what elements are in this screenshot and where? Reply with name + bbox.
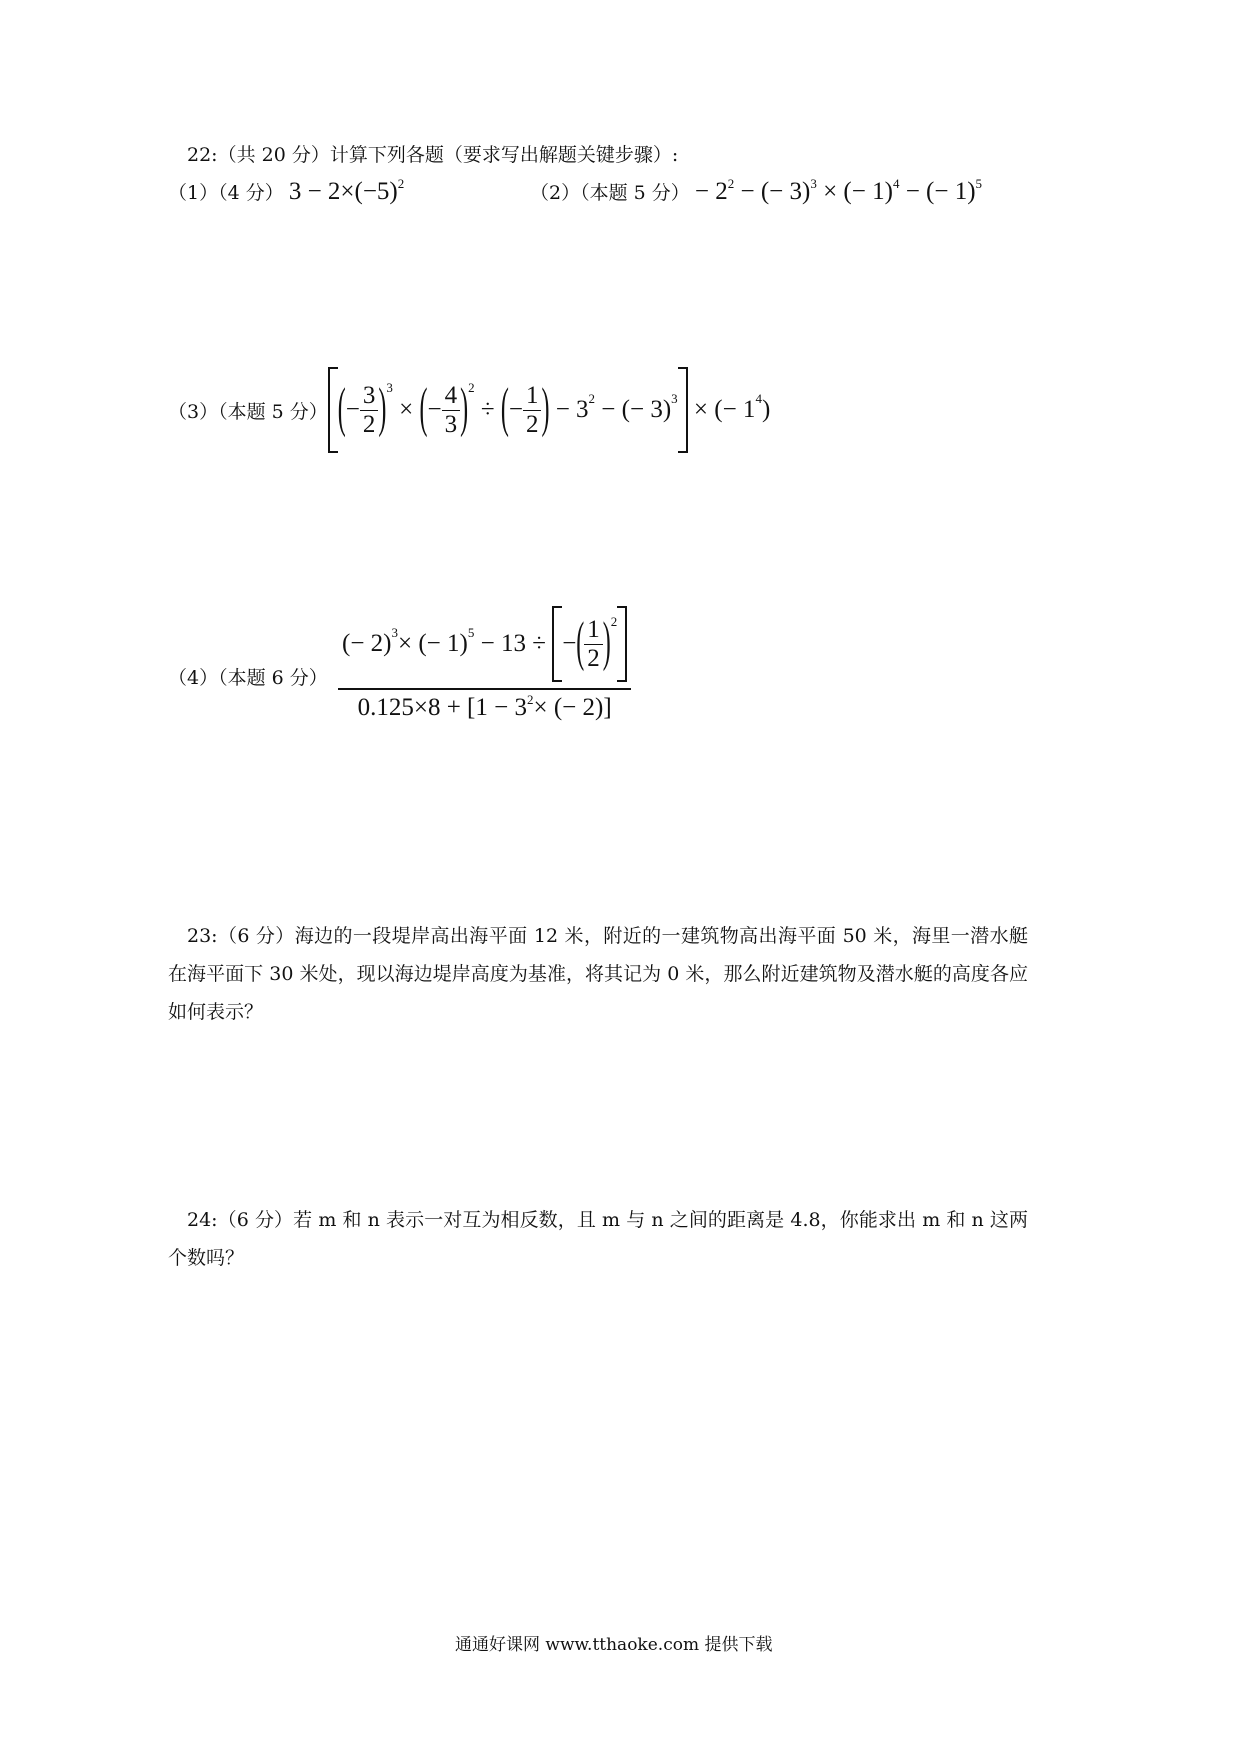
q22-part3-expr: ( − $\frac{3}{2}$ ) $^3$ × ( − $\frac{4}{3}$ ) $^2$ ÷ ( − $\frac{1}{2}$ ) − 3 $^2$ − (− 3) $^3$ × (− 1 $^4$ ) [328,367,771,453]
q22-part2-expr: − $2^2$ − (− 3)$^3$ × (− 1)$^4$ − (− 1)$^5$ [694,176,983,205]
q22-part1-label: （1）（4 分） [168,182,284,204]
q22-part2 [530,178,982,206]
q22-part1 [168,178,404,206]
q22-part4-label: （4）（本题 6 分） [168,667,328,689]
q22-part1-expr: $3 - 2\times(-5)^2$ [288,176,405,205]
q24-text: 24:（6 分）若 m 和 n 表示一对互为相反数，且 m 与 n 之间的距离是 4.8，你能求出 m 和 n 这两个数吗？ [168,1209,1028,1269]
footer-credit: 通通好课网 www.tthaoke.com 提供下载 [455,1635,773,1655]
q22-part4-expr [338,606,631,722]
q22-part2-label: （2）（本题 5 分） [530,182,690,204]
q22-part4-numerator: (− 2) $^3$ × (− 1) $^5$ − 13 ÷ − ( $\frac{1}{2}$ ) $^2$ [338,606,631,688]
q22-part3-label: （3）（本题 5 分） [168,400,328,423]
q22-part3 [168,365,770,455]
q22-header: 22:（共 20 分）计算下列各题（要求写出解题关键步骤）: [187,144,679,166]
q23-text: 23:（6 分）海边的一段堤岸高出海平面 12 米，附近的一建筑物高出海平面 50 米，海里一潜水艇在海平面下 30 米处，现以海边堤岸高度为基准，将其记为 0 米，那么附近建筑物及潜水艇的高度各应如何表示？ [168,925,1028,1023]
left-bracket [328,367,338,453]
q22-part4-denominator: $0.125\times 8 + [1 - 3^2\times$ (− 2)] [338,688,631,722]
right-bracket [678,367,688,453]
